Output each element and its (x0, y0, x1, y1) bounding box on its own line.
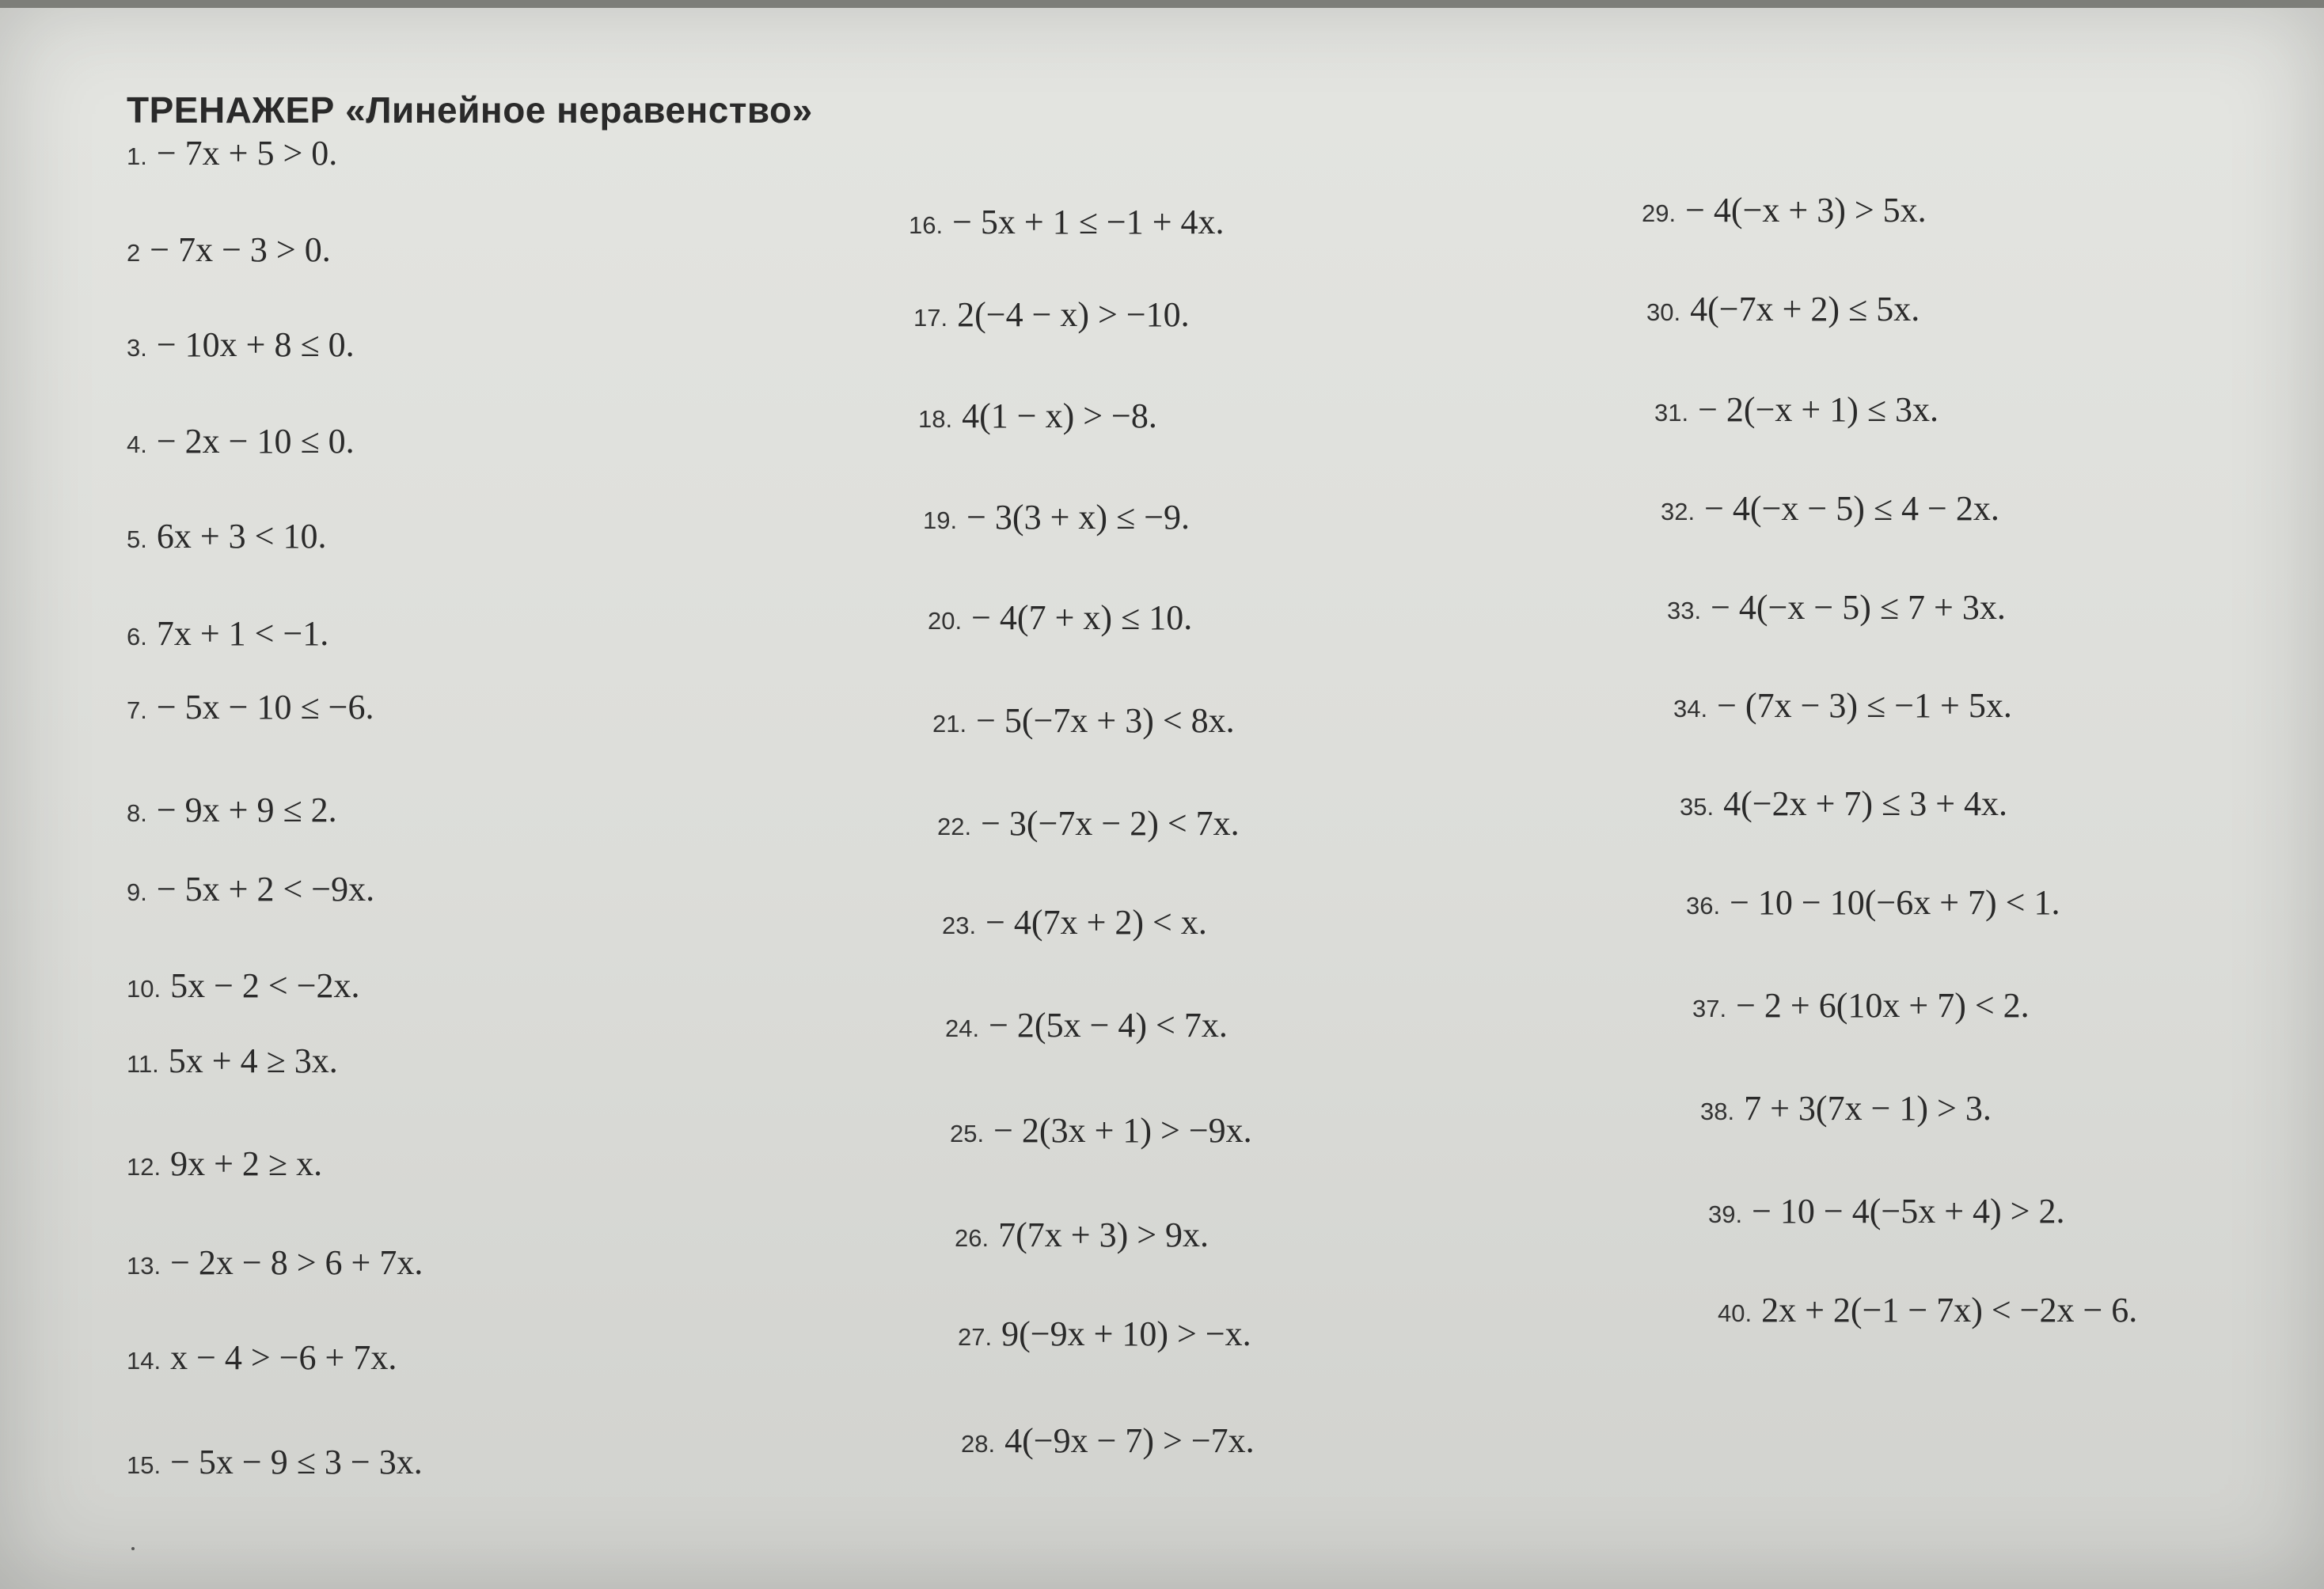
inequality-expression: − 10 − 4(−5x + 4) > 2. (1752, 1192, 2065, 1231)
problem-number: 29. (1642, 199, 1677, 227)
inequality-expression: − 5x − 10 ≤ −6. (156, 688, 374, 726)
problem-14 (127, 1337, 397, 1378)
inequality-expression: 2(−4 − x) > −10. (957, 295, 1190, 334)
problem-number: 3. (127, 334, 147, 362)
problem-5 (127, 516, 327, 556)
problem-38 (1700, 1088, 1992, 1128)
problem-33 (1667, 587, 2006, 628)
inequality-expression: 4(−9x − 7) > −7x. (1004, 1421, 1255, 1460)
inequality-expression: − 3(3 + x) ≤ −9. (966, 498, 1190, 537)
problem-number: 21. (932, 710, 967, 738)
inequality-expression: − 3(−7x − 2) < 7x. (981, 804, 1240, 843)
problem-number: 31. (1654, 399, 1689, 427)
problem-number: 33. (1667, 597, 1702, 624)
problem-3 (127, 324, 355, 365)
page-top-edge (0, 0, 2324, 8)
problem-4 (127, 421, 355, 461)
problem-8 (127, 790, 337, 830)
problem-number: 11. (127, 1050, 159, 1078)
problem-20 (928, 597, 1192, 638)
stray-mark (131, 1547, 135, 1550)
problem-1 (127, 133, 337, 173)
problem-11 (127, 1041, 338, 1081)
problem-28 (961, 1420, 1255, 1461)
problem-31 (1654, 389, 1939, 430)
inequality-expression: 6x + 3 < 10. (156, 517, 327, 556)
problem-number: 40. (1718, 1299, 1752, 1327)
problem-34 (1673, 685, 2012, 726)
inequality-expression: − 2(−x + 1) ≤ 3x. (1698, 390, 1939, 429)
problem-number: 25. (950, 1120, 985, 1147)
problem-number: 22. (937, 813, 972, 840)
problem-6 (127, 613, 328, 654)
problem-39 (1708, 1191, 2065, 1231)
inequality-expression: 7(7x + 3) > 9x. (998, 1215, 1209, 1254)
problem-22 (937, 803, 1240, 844)
problem-number: 2 (127, 239, 141, 267)
problem-25 (950, 1110, 1252, 1151)
problem-number: 28. (961, 1430, 996, 1458)
inequality-expression: − 5x + 2 < −9x. (156, 870, 375, 908)
problem-number: 14. (127, 1347, 161, 1375)
problem-17 (913, 294, 1190, 335)
inequality-expression: − 7x + 5 > 0. (156, 134, 338, 173)
problem-number: 13. (127, 1252, 161, 1280)
problem-number: 17. (913, 304, 948, 332)
problem-number: 32. (1661, 498, 1696, 525)
problem-13 (127, 1242, 423, 1283)
problem-number: 12. (127, 1153, 161, 1181)
inequality-expression: − 2(3x + 1) > −9x. (993, 1111, 1252, 1150)
problem-27 (958, 1314, 1251, 1354)
problem-18 (918, 396, 1157, 436)
problem-2 (127, 229, 331, 270)
problem-number: 7. (127, 696, 147, 724)
problem-number: 34. (1673, 695, 1708, 722)
problem-number: 26. (955, 1224, 989, 1252)
inequality-expression: 4(−7x + 2) ≤ 5x. (1690, 290, 1920, 328)
problem-26 (955, 1215, 1209, 1255)
inequality-expression: − 4(7x + 2) < x. (985, 903, 1207, 942)
problem-number: 30. (1646, 298, 1681, 326)
inequality-expression: x − 4 > −6 + 7x. (170, 1338, 397, 1377)
problem-number: 39. (1708, 1200, 1743, 1228)
worksheet-title: ТРЕНАЖЕР «Линейное неравенство» (127, 89, 813, 131)
problem-12 (127, 1143, 322, 1184)
problem-number: 8. (127, 799, 147, 827)
inequality-expression: − 2 + 6(10x + 7) < 2. (1736, 986, 2030, 1025)
problem-number: 1. (127, 142, 147, 170)
inequality-expression: 5x + 4 ≥ 3x. (168, 1041, 338, 1080)
problem-19 (923, 497, 1190, 537)
problem-number: 5. (127, 525, 147, 553)
inequality-expression: 7 + 3(7x − 1) > 3. (1744, 1089, 1992, 1128)
problem-7 (127, 687, 374, 727)
problem-number: 36. (1686, 892, 1721, 920)
inequality-expression: − 2x − 10 ≤ 0. (156, 422, 355, 461)
inequality-expression: − 4(−x + 3) > 5x. (1685, 191, 1927, 229)
problem-10 (127, 965, 360, 1006)
problem-30 (1646, 289, 1920, 329)
problem-number: 4. (127, 430, 147, 458)
inequality-expression: 4(−2x + 7) ≤ 3 + 4x. (1723, 784, 2008, 823)
inequality-expression: − 9x + 9 ≤ 2. (156, 791, 337, 829)
inequality-expression: − 5x − 9 ≤ 3 − 3x. (170, 1443, 423, 1481)
inequality-expression: − 2(5x − 4) < 7x. (989, 1006, 1228, 1045)
problem-40 (1718, 1290, 2137, 1330)
problem-9 (127, 869, 374, 909)
problem-number: 27. (958, 1323, 993, 1351)
problem-21 (932, 700, 1235, 741)
inequality-expression: − 4(7 + x) ≤ 10. (971, 598, 1193, 637)
problem-15 (127, 1442, 423, 1482)
problem-number: 15. (127, 1451, 161, 1479)
inequality-expression: 7x + 1 < −1. (156, 614, 329, 653)
inequality-expression: − (7x − 3) ≤ −1 + 5x. (1717, 686, 2012, 725)
inequality-expression: 2x + 2(−1 − 7x) < −2x − 6. (1761, 1291, 2138, 1329)
problem-number: 19. (923, 506, 958, 534)
problem-number: 9. (127, 878, 147, 906)
problem-number: 37. (1692, 995, 1727, 1022)
problem-number: 23. (942, 912, 977, 939)
problem-number: 6. (127, 623, 147, 650)
problem-32 (1661, 488, 1999, 529)
inequality-expression: − 4(−x − 5) ≤ 7 + 3x. (1711, 588, 2006, 627)
inequality-expression: − 10 − 10(−6x + 7) < 1. (1730, 883, 2060, 922)
problem-36 (1686, 882, 2060, 923)
problem-37 (1692, 985, 2030, 1026)
inequality-expression: − 7x − 3 > 0. (150, 230, 331, 269)
problem-number: 35. (1680, 793, 1715, 821)
problem-number: 10. (127, 975, 161, 1003)
problem-number: 20. (928, 607, 963, 635)
inequality-expression: 9(−9x + 10) > −x. (1001, 1314, 1251, 1353)
inequality-expression: − 2x − 8 > 6 + 7x. (170, 1243, 423, 1282)
problem-24 (945, 1005, 1228, 1045)
inequality-expression: − 5(−7x + 3) < 8x. (976, 701, 1235, 740)
problem-number: 24. (945, 1014, 980, 1042)
inequality-expression: − 4(−x − 5) ≤ 4 − 2x. (1704, 489, 1999, 528)
problem-23 (942, 902, 1207, 942)
problem-29 (1642, 190, 1927, 230)
inequality-expression: − 5x + 1 ≤ −1 + 4x. (952, 203, 1225, 241)
inequality-expression: 5x − 2 < −2x. (170, 966, 360, 1005)
problem-35 (1680, 783, 2007, 824)
problem-16 (909, 202, 1225, 242)
inequality-expression: 4(1 − x) > −8. (962, 396, 1157, 435)
inequality-expression: 9x + 2 ≥ x. (170, 1144, 323, 1183)
problem-number: 18. (918, 405, 953, 433)
problem-number: 38. (1700, 1098, 1735, 1125)
problem-number: 16. (909, 211, 944, 239)
inequality-expression: − 10x + 8 ≤ 0. (156, 325, 355, 364)
